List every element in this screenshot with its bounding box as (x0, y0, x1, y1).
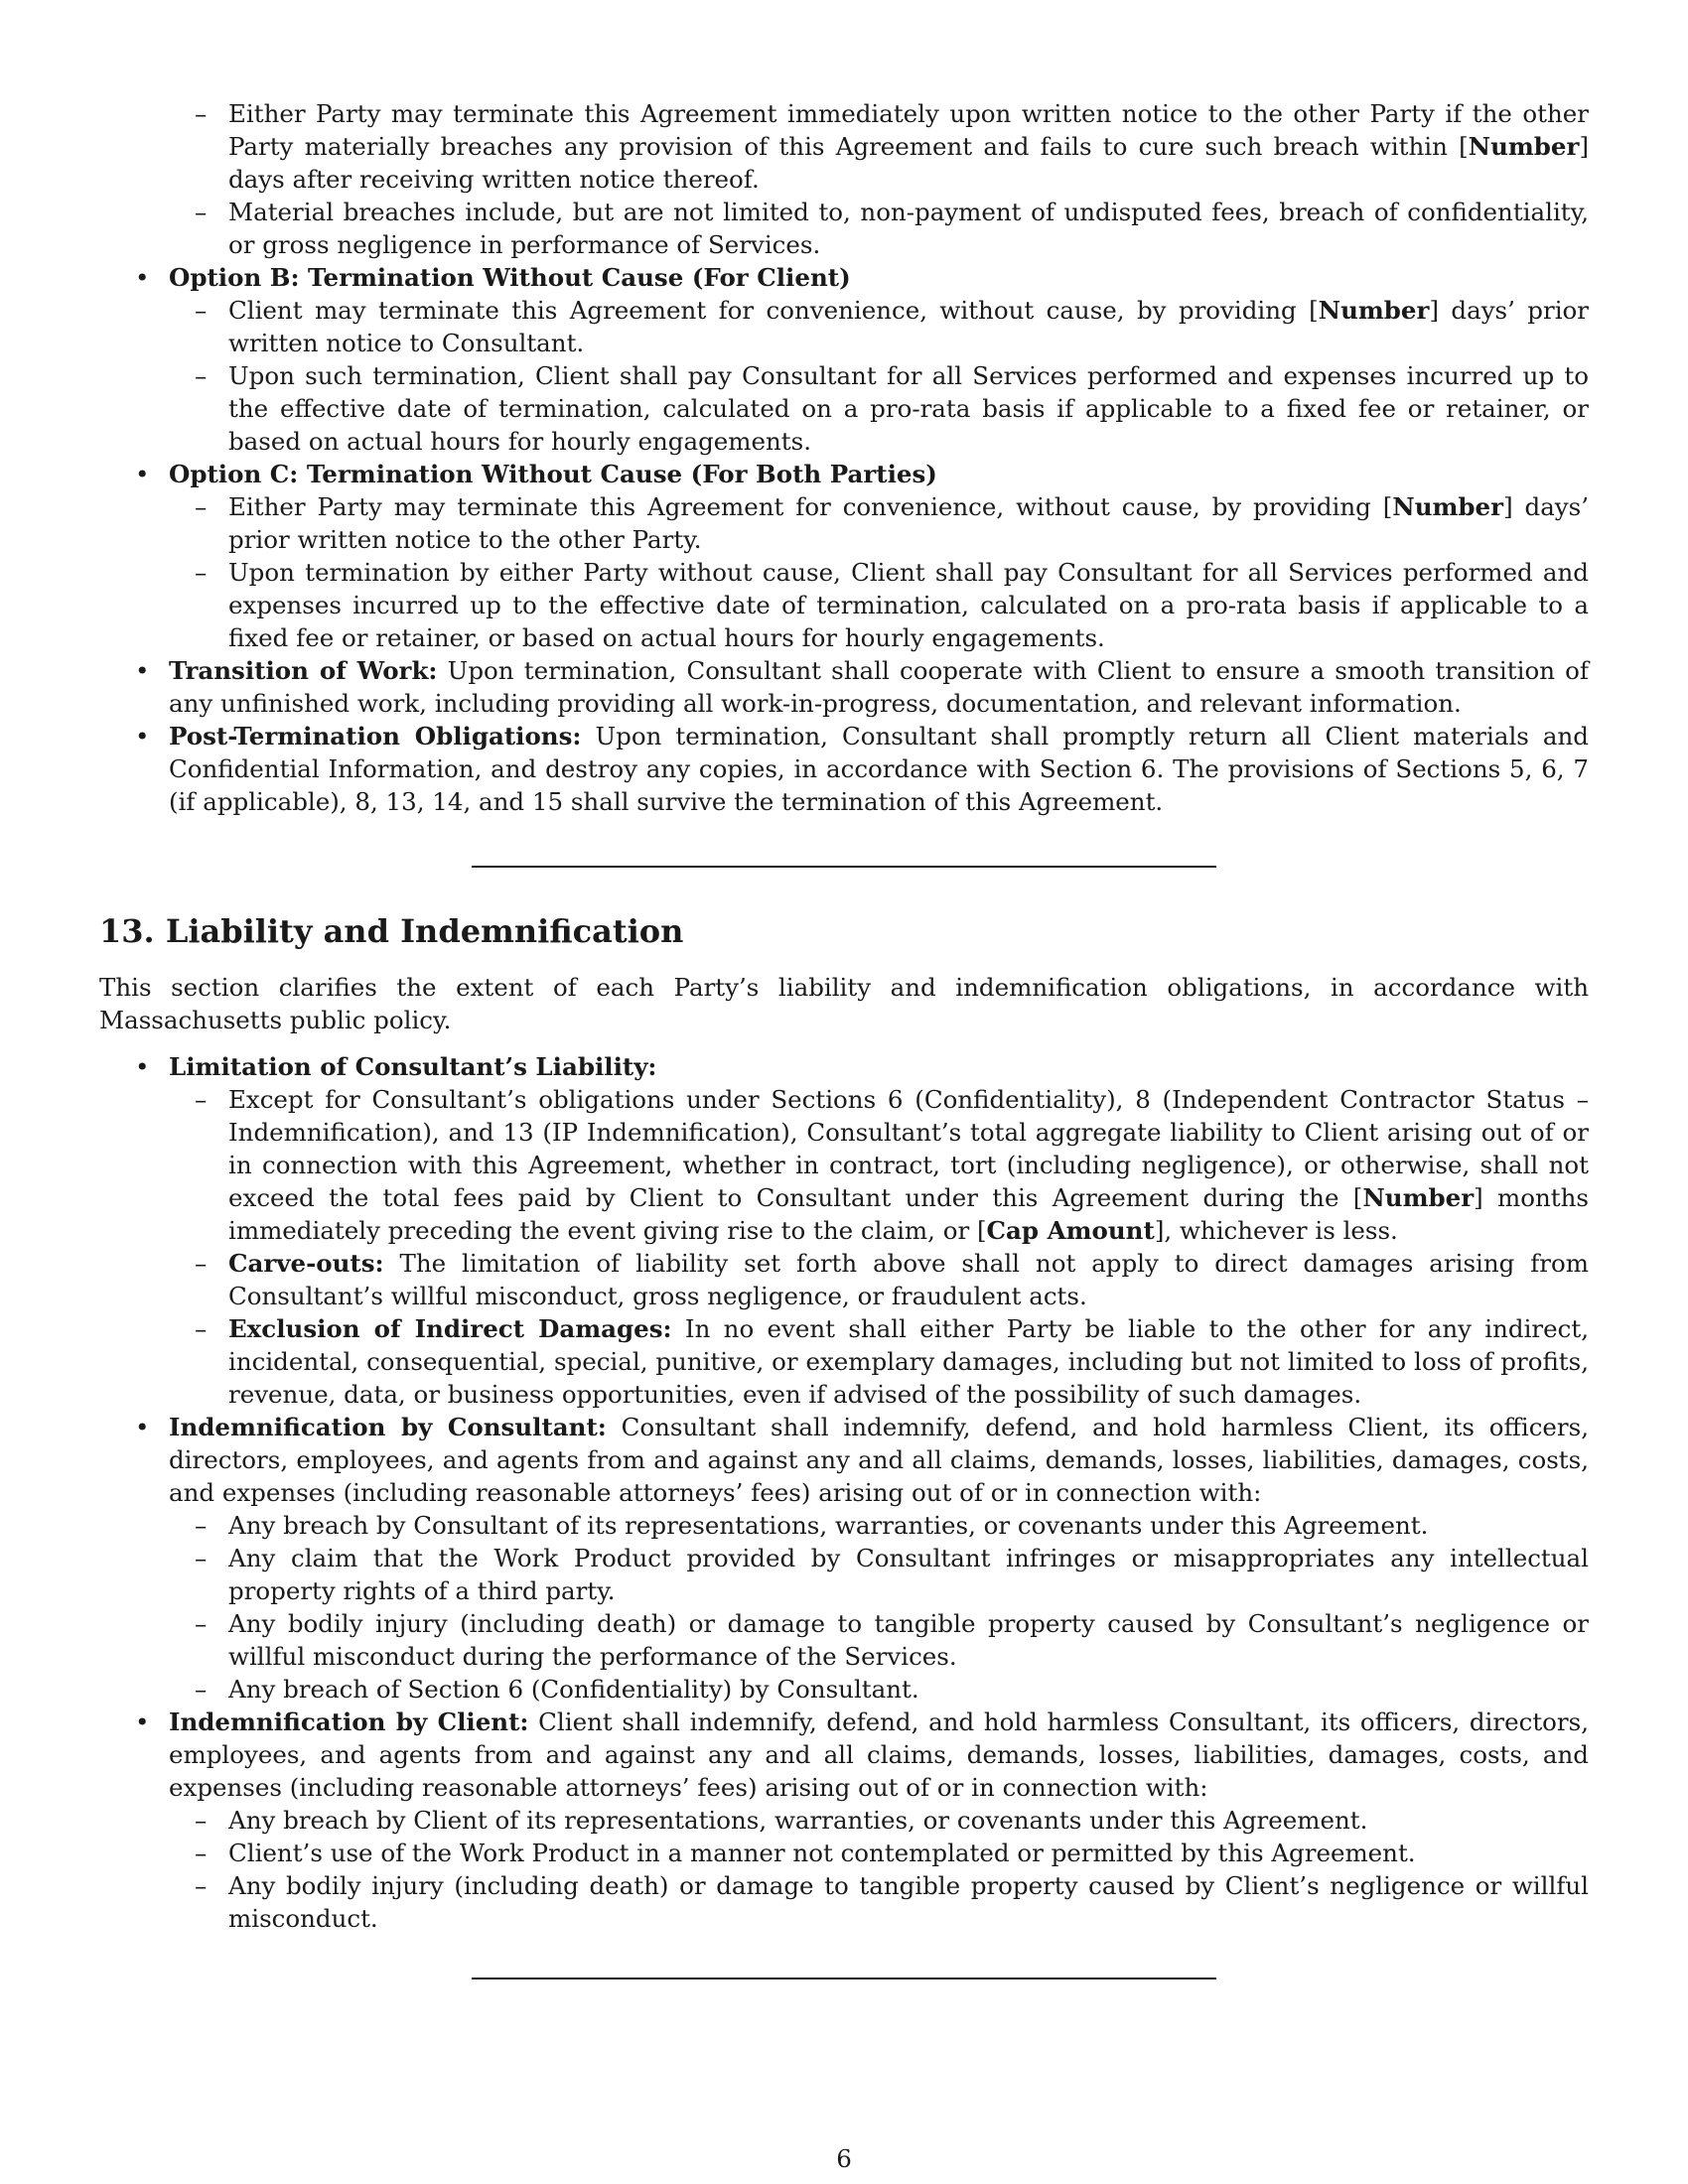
section-intro: This section clarifies the extent of each Party’s liability and indemnification obligations, in accordance with Massachusetts public policy. (99, 973, 1589, 1034)
bullet-icon: • (135, 460, 150, 488)
list-item-text: Any breach by Client of its representations, warranties, or covenants under this Agreement. (228, 1806, 1368, 1835)
list-item-text: Any breach of Section 6 (Confidentiality) by Consultant. (228, 1675, 919, 1704)
sub-list-item (99, 1837, 1589, 1869)
sub-list-item (99, 1673, 1589, 1706)
list-item-text: Either Party may terminate this Agreement immediately upon written notice to the other Party if the other Party materially breaches any provision of this Agreement and fails to cure such breach within [Number] days after receiving written notice thereof. (228, 99, 1589, 194)
list-item (99, 458, 1589, 490)
list-item-text: Upon termination by either Party without cause, Client shall pay Consultant for all Services performed and expenses incurred up to the effective date of termination, calculated on a pro-rata basis if applicable to a fixed fee or retainer, or based on actual hours for hourly engagements. (228, 558, 1589, 652)
list-item-text: Client may terminate this Agreement for convenience, without cause, by providing [Number] days’ prior written notice to Consultant. (228, 296, 1589, 357)
list-item-text: Exclusion of Indirect Damages: In no event shall either Party be liable to the other for any indirect, incidental, consequential, special, punitive, or exemplary damages, including but not limited to loss of profits, revenue, data, or business opportunities, even if advised of the possibility of such damages. (228, 1314, 1589, 1409)
sub-list-item (99, 1083, 1589, 1247)
sub-list-item (99, 1542, 1589, 1607)
sub-list-item (99, 1804, 1589, 1837)
list-item-text: Except for Consultant’s obligations under Sections 6 (Confidentiality), 8 (Independent Contractor Status – Indemnification), and 13 (IP Indemnification), Consultant’s total aggregate liability to Client arising out of or in connection with this Agreement, whether in contract, tort (including negligence), or otherwise, shall not exceed the total fees paid by Client to Consultant under this Agreement during the [Number] months immediately preceding the event giving rise to the claim, or [Cap Amount], whichever is less. (228, 1085, 1589, 1245)
bullet-icon: • (135, 656, 150, 685)
dash-icon: – (195, 1839, 208, 1867)
dash-icon: – (195, 1871, 208, 1900)
list-item-text: Carve-outs: The limitation of liability set forth above shall not apply to direct damages arising from Consultant’s willful misconduct, gross negligence, or fraudulent acts. (228, 1249, 1589, 1310)
dash-icon: – (195, 1511, 208, 1540)
dash-icon: – (195, 1609, 208, 1638)
sub-list-item (99, 556, 1589, 654)
sub-list-item (99, 196, 1589, 261)
dash-icon: – (195, 296, 208, 325)
sub-list-item (99, 1869, 1589, 1935)
list-item (99, 261, 1589, 294)
termination-continued (99, 97, 1589, 818)
list-item-text: Material breaches include, but are not limited to, non-payment of undisputed fees, breach of confidentiality, or gross negligence in performance of Services. (228, 198, 1589, 259)
sub-list-item (99, 1509, 1589, 1542)
list-item-text: Any claim that the Work Product provided by Consultant infringes or misappropriates any intellectual property rights of a third party. (228, 1544, 1589, 1605)
list-item (99, 1706, 1589, 1804)
list-item-text: Post-Termination Obligations: Upon termination, Consultant shall promptly return all Client materials and Confidential Information, and destroy any copies, in accordance with Section 6. The provisions of Sections 5, 6, 7 (if applicable), 8, 13, 14, and 15 shall survive the termination of this Agreement. (169, 722, 1589, 816)
sub-list-item (99, 1607, 1589, 1673)
termination-list (99, 97, 1589, 818)
list-item-text: Option C: Termination Without Cause (For Both Parties) (169, 460, 937, 488)
dash-icon: – (195, 361, 208, 390)
list-item-text: Limitation of Consultant’s Liability: (169, 1052, 657, 1081)
liability-content (99, 1050, 1589, 1935)
sub-list-item (99, 1247, 1589, 1312)
liability-list (99, 1050, 1589, 1935)
sub-list-item (99, 294, 1589, 359)
list-item-text: Any bodily injury (including death) or damage to tangible property caused by Consultant’s negligence or willful misconduct during the performance of the Services. (228, 1609, 1589, 1671)
bullet-icon: • (135, 1052, 150, 1081)
bullet-icon: • (135, 1413, 150, 1441)
list-item-text: Any breach by Consultant of its representations, warranties, or covenants under this Agreement. (228, 1511, 1429, 1540)
dash-icon: – (195, 1314, 208, 1343)
dash-icon: – (195, 1085, 208, 1114)
dash-icon: – (195, 1249, 208, 1278)
bullet-icon: • (135, 263, 150, 292)
list-item-text: Transition of Work: Upon termination, Consultant shall cooperate with Client to ensure a smooth transition of any unfinished work, including providing all work-in-progress, documentation, and relevant information. (169, 656, 1589, 718)
list-item-text: Indemnification by Client: Client shall indemnify, defend, and hold harmless Consultant, its officers, directors, employees, and agents from and against any and all claims, demands, losses, liabilities, damages, costs, and expenses (including reasonable attorneys’ fees) arising out of or in connection with: (169, 1707, 1589, 1802)
bullet-icon: • (135, 1707, 150, 1736)
dash-icon: – (195, 558, 208, 587)
dash-icon: – (195, 492, 208, 521)
list-item-text: Indemnification by Consultant: Consultant shall indemnify, defend, and hold harmless Client, its officers, directors, employees, and agents from and against any and all claims, demands, losses, liabilities, damages, costs, and expenses (including reasonable attorneys’ fees) arising out of or in connection with: (169, 1413, 1589, 1507)
list-item-text: Upon such termination, Client shall pay Consultant for all Services performed and expenses incurred up to the effective date of termination, calculated on a pro-rata basis if applicable to a fixed fee or retainer, or based on actual hours for hourly engagements. (228, 361, 1589, 456)
list-item (99, 654, 1589, 720)
list-item (99, 720, 1589, 818)
sub-list-item (99, 97, 1589, 196)
dash-icon: – (195, 1544, 208, 1572)
list-item-text: Either Party may terminate this Agreement for convenience, without cause, by providing [Number] days’ prior written notice to the other Party. (228, 492, 1590, 554)
section-divider (472, 1978, 1216, 1979)
list-item-text: Client’s use of the Work Product in a manner not contemplated or permitted by this Agreement. (228, 1839, 1416, 1867)
bullet-icon: • (135, 722, 150, 751)
list-item-text: Any bodily injury (including death) or damage to tangible property caused by Client’s negligence or willful misconduct. (228, 1871, 1589, 1933)
page-number: 6 (836, 2144, 852, 2173)
sub-list-item (99, 359, 1589, 458)
sub-list-item (99, 490, 1589, 556)
section-divider (472, 866, 1216, 868)
dash-icon: – (195, 1675, 208, 1704)
dash-icon: – (195, 198, 208, 226)
sub-list-item (99, 1312, 1589, 1411)
dash-icon: – (195, 99, 208, 128)
list-item (99, 1411, 1589, 1509)
list-item-text: Option B: Termination Without Cause (For Client) (169, 263, 851, 292)
list-item (99, 1050, 1589, 1083)
section-title: 13. Liability and Indemnification (99, 912, 684, 950)
dash-icon: – (195, 1806, 208, 1835)
